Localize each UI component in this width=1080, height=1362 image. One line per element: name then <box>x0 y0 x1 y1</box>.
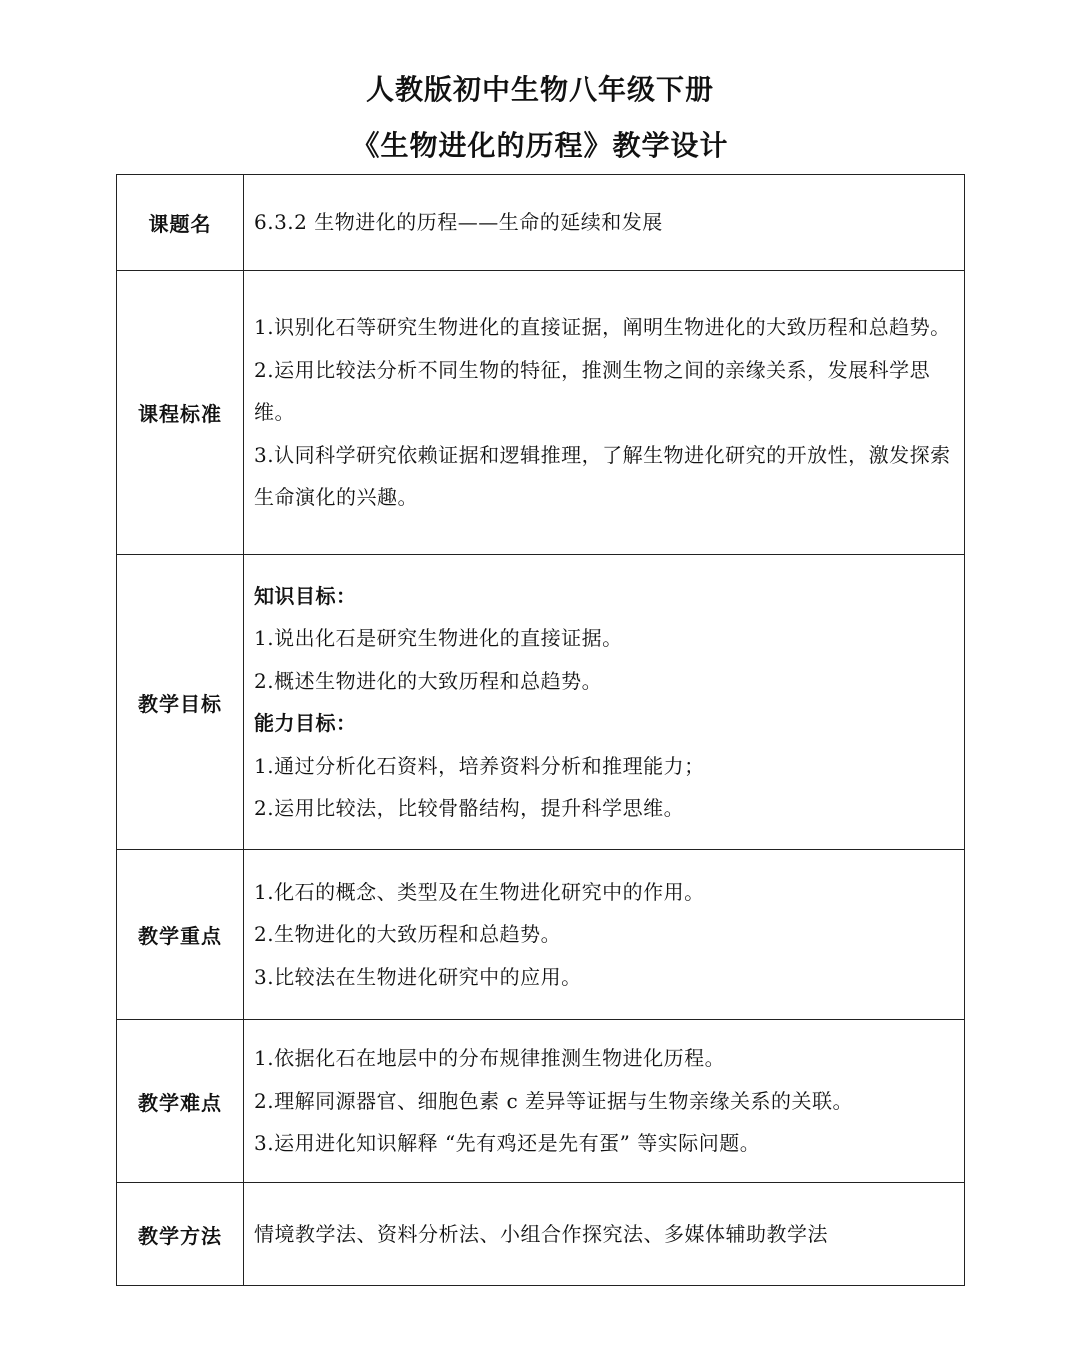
knowledge-heading: 知识目标： <box>254 583 357 608</box>
document-title: 人教版初中生物八年级下册 <box>365 73 714 106</box>
ability-heading: 能力目标： <box>254 711 357 735</box>
methods-label: 教学方法 <box>117 1183 244 1286</box>
list-item: 3.比较法在生物进化研究中的应用。 <box>254 964 582 989</box>
list-item: 2.运用比较法，比较骨骼结构，提升科学思维。 <box>254 796 685 820</box>
topic-text: 6.3.2 生物进化的历程——生命的延续和发展 <box>254 210 663 235</box>
objectives-content <box>244 555 965 850</box>
list-item: 2.概述生物进化的大致历程和总趋势。 <box>254 668 603 693</box>
list-item: 2.理解同源器官、细胞色素 c 差异等证据与生物亲缘关系的关联。 <box>254 1088 853 1113</box>
objectives-label: 教学目标 <box>117 555 244 850</box>
document-subtitle: 《生物进化的历程》教学设计 <box>351 129 729 162</box>
key-points-content <box>244 850 965 1020</box>
topic-value <box>244 175 965 271</box>
table-row-standards <box>117 271 965 555</box>
table-row-difficulties <box>117 1020 965 1183</box>
list-item: 3.认同科学研究依赖证据和逻辑推理，了解生物进化研究的开放性，激发探索生命演化的兴趣。 <box>254 442 951 510</box>
list-item: 2.生物进化的大致历程和总趋势。 <box>254 922 562 947</box>
list-item: 3.运用进化知识解释 “先有鸡还是先有蛋” 等实际问题。 <box>254 1131 761 1156</box>
table-row-key-points <box>117 850 965 1020</box>
list-item: 1.通过分析化石资料，培养资料分析和推理能力； <box>254 753 705 778</box>
list-item: 1.化石的概念、类型及在生物进化研究中的作用。 <box>254 879 705 904</box>
lesson-plan-table <box>116 174 965 1286</box>
difficulties-label: 教学难点 <box>117 1020 244 1183</box>
topic-label: 课题名 <box>117 175 244 271</box>
table-row-objectives <box>117 555 965 850</box>
methods-text: 情境教学法、资料分析法、小组合作探究法、多媒体辅助教学法 <box>254 1221 828 1246</box>
methods-value <box>244 1183 965 1286</box>
table-row-methods <box>117 1183 965 1286</box>
list-item: 2.运用比较法分析不同生物的特征，推测生物之间的亲缘关系，发展科学思维。 <box>254 357 931 425</box>
table-row-topic <box>117 175 965 271</box>
list-item: 1.识别化石等研究生物进化的直接证据，阐明生物进化的大致历程和总趋势。 <box>254 315 951 340</box>
list-item: 1.依据化石在地层中的分布规律推测生物进化历程。 <box>254 1046 726 1071</box>
standards-label: 课程标准 <box>117 271 244 555</box>
difficulties-content <box>244 1020 965 1183</box>
standards-content <box>244 271 965 555</box>
key-points-label: 教学重点 <box>117 850 244 1020</box>
list-item: 1.说出化石是研究生物进化的直接证据。 <box>254 626 623 650</box>
